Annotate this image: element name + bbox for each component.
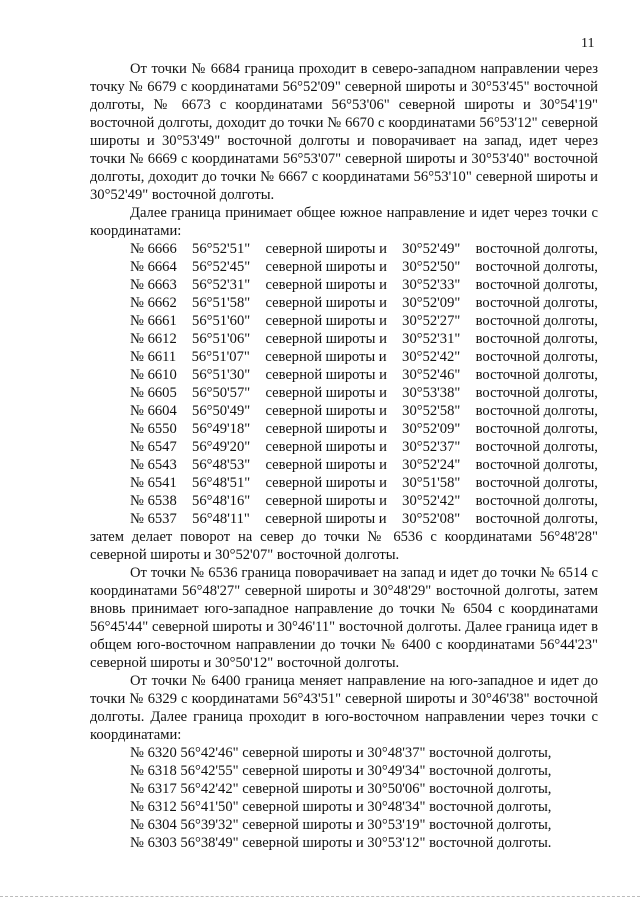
coordinate-num: № 6610 [130,367,177,383]
coordinate-lon-label: восточной долготы, [475,367,598,383]
coordinate-lat-label: северной широты и [265,277,387,293]
coordinate-lon: 30°52'42" [402,493,461,509]
coordinate-lat-label: северной широты и [265,367,387,383]
paragraph-3: От точки № 6536 граница поворачивает на запад и идет до точки № 6514 с координатами 56°48'27" северной широты и 30°48'29" восточной долготы, затем вновь принимает юго-западное направление до точки № 6504 с координатами 56°45'44" северной широты и 30°46'11" восточной долготы. Далее граница идет в общем юго-восточном направлении до точки № 6400 с координатами 56°44'23" северной широты и 30°50'12" восточной долготы. [90,565,598,671]
coordinate-row [90,492,598,510]
coordinate-row: № 6312 56°41'50" северной широты и 30°48'34" восточной долготы, [130,799,552,815]
coordinate-lon-label: восточной долготы, [475,259,598,275]
coordinate-lon-label: восточной долготы, [475,403,598,419]
coordinate-lon: 30°52'58" [402,403,461,419]
coordinate-row [90,240,598,258]
coordinate-num: № 6663 [130,277,177,293]
coordinate-lon: 30°52'50" [402,259,461,275]
coordinate-num: № 6541 [130,475,177,491]
coordinate-num: № 6604 [130,403,177,419]
coordinate-row [90,384,598,402]
page-number: 11 [581,36,595,51]
coordinate-lon-label: восточной долготы, [475,493,598,509]
coordinate-lat: 56°50'57" [192,385,251,401]
coordinate-row [90,366,598,384]
coordinate-lon-label: восточной долготы, [475,331,598,347]
coordinate-list-2 [90,744,598,852]
coordinate-row [90,330,598,348]
coordinate-row: № 6303 56°38'49" северной широты и 30°53'12" восточной долготы. [130,835,552,851]
coordinate-num: № 6666 [130,241,177,257]
coordinate-num: № 6550 [130,421,177,437]
coordinate-lon-label: восточной долготы, [475,313,598,329]
coordinate-lon: 30°52'33" [402,277,461,293]
coordinate-lat-label: северной широты и [265,313,387,329]
coordinate-row [90,294,598,312]
paragraph-4: От точки № 6400 граница меняет направление на юго-западное и идет до точки № 6329 с координатами 56°43'51" северной широты и 30°46'38" восточной долготы. Далее граница проходит в юго-восточном направлении через точки с координатами: [90,673,598,743]
coordinate-lat-label: северной широты и [265,493,387,509]
coordinate-lat: 56°51'06" [192,331,251,347]
coordinate-lon: 30°52'09" [402,421,461,437]
coordinate-lat-label: северной широты и [265,331,387,347]
coordinate-num: № 6537 [130,511,177,527]
coordinate-row: № 6317 56°42'42" северной широты и 30°50'06" восточной долготы, [130,781,552,797]
coordinate-lat: 56°48'51" [192,475,251,491]
coordinate-row [90,420,598,438]
coordinate-lon-label: восточной долготы, [475,421,598,437]
coordinate-row [90,258,598,276]
coordinate-num: № 6662 [130,295,177,311]
coordinate-lon: 30°52'37" [402,439,461,455]
coordinate-lon: 30°52'46" [402,367,461,383]
coordinate-lon: 30°52'27" [402,313,461,329]
coordinate-lon: 30°52'08" [402,511,461,527]
coordinate-row [90,312,598,330]
coordinate-lon: 30°51'58" [402,475,461,491]
coordinate-list-1 [90,240,598,528]
coordinate-row: № 6304 56°39'32" северной широты и 30°53'19" восточной долготы, [130,817,552,833]
coordinate-lon: 30°52'49" [402,241,461,257]
coordinate-num: № 6547 [130,439,177,455]
coordinate-lat: 56°48'53" [192,457,251,473]
coordinate-lon-label: восточной долготы, [475,349,598,365]
coordinate-lat: 56°51'60" [192,313,251,329]
coordinate-row: № 6320 56°42'46" северной широты и 30°48'37" восточной долготы, [130,745,552,761]
coordinate-row [90,474,598,492]
coordinate-lat: 56°52'51" [192,241,251,257]
coordinate-lat: 56°52'31" [192,277,251,293]
coordinate-row [90,348,598,366]
coordinate-lon-label: восточной долготы, [475,295,598,311]
coordinate-num: № 6612 [130,331,177,347]
coordinate-lat: 56°49'18" [192,421,251,437]
coordinate-lat-label: северной широты и [265,241,387,257]
coordinate-num: № 6611 [130,349,177,365]
coordinate-lat: 56°51'30" [192,367,251,383]
coordinate-row [90,438,598,456]
coordinate-lon-label: восточной долготы, [475,475,598,491]
coordinate-lat-label: северной широты и [265,457,387,473]
coordinate-lat: 56°51'58" [192,295,251,311]
coordinate-lat: 56°52'45" [192,259,251,275]
coordinate-lon-label: восточной долготы, [475,277,598,293]
coordinate-lon-label: восточной долготы, [475,511,598,527]
coordinate-lat: 56°48'11" [192,511,250,527]
coordinate-lat-label: северной широты и [265,421,387,437]
coordinate-num: № 6664 [130,259,177,275]
coordinate-row [90,456,598,474]
coordinate-lat-label: северной широты и [265,439,387,455]
coordinate-lat-label: северной широты и [265,403,387,419]
document-body [90,60,598,852]
scan-edge-line [0,896,640,898]
coordinate-row [90,402,598,420]
coordinate-lon-label: восточной долготы, [475,385,598,401]
coordinate-lat: 56°50'49" [192,403,251,419]
coordinate-lat-label: северной широты и [265,259,387,275]
coordinate-lat-label: северной широты и [265,385,387,401]
coordinate-lon: 30°52'09" [402,295,461,311]
coordinate-row [90,276,598,294]
paragraph-after-list-1: затем делает поворот на север до точки № 6536 с координатами 56°48'28" северной широты и 30°52'07" восточной долготы. [90,529,598,563]
coordinate-num: № 6605 [130,385,177,401]
paragraph-1: От точки № 6684 граница проходит в северо-западном направлении через точку № 6679 с координатами 56°52'09" северной широты и 30°53'45" восточной долготы, № 6673 с координатами 56°53'06" северной широты и 30°54'19" восточной долготы, доходит до точки № 6670 с координатами 56°53'12" северной широты и 30°53'49" восточной долготы и поворачивает на запад, идет через точки № 6669 с координатами 56°53'07" северной широты и 30°53'40" восточной долготы, доходит до точки № 6667 с координатами 56°53'10" северной широты и 30°52'49" восточной долготы. [90,61,598,203]
coordinate-num: № 6661 [130,313,177,329]
coordinate-row [90,510,598,528]
coordinate-lat: 56°48'16" [192,493,251,509]
coordinate-lon: 30°52'24" [402,457,461,473]
coordinate-lat-label: северной широты и [265,475,387,491]
coordinate-lon-label: восточной долготы, [475,241,598,257]
coordinate-lon-label: восточной долготы, [475,439,598,455]
coordinate-lat-label: северной широты и [265,295,387,311]
coordinate-num: № 6538 [130,493,177,509]
coordinate-lon: 30°52'42" [402,349,461,365]
coordinate-lat-label: северной широты и [265,511,387,527]
coordinate-num: № 6543 [130,457,177,473]
coordinate-lat-label: северной широты и [265,349,387,365]
paragraph-2: Далее граница принимает общее южное направление и идет через точки с координатами: [90,205,598,239]
coordinate-lon: 30°52'31" [402,331,461,347]
coordinate-row: № 6318 56°42'55" северной широты и 30°49'34" восточной долготы, [130,763,552,779]
coordinate-lat: 56°51'07" [191,349,250,365]
coordinate-lon-label: восточной долготы, [475,457,598,473]
coordinate-lon: 30°53'38" [402,385,461,401]
coordinate-lat: 56°49'20" [192,439,251,455]
